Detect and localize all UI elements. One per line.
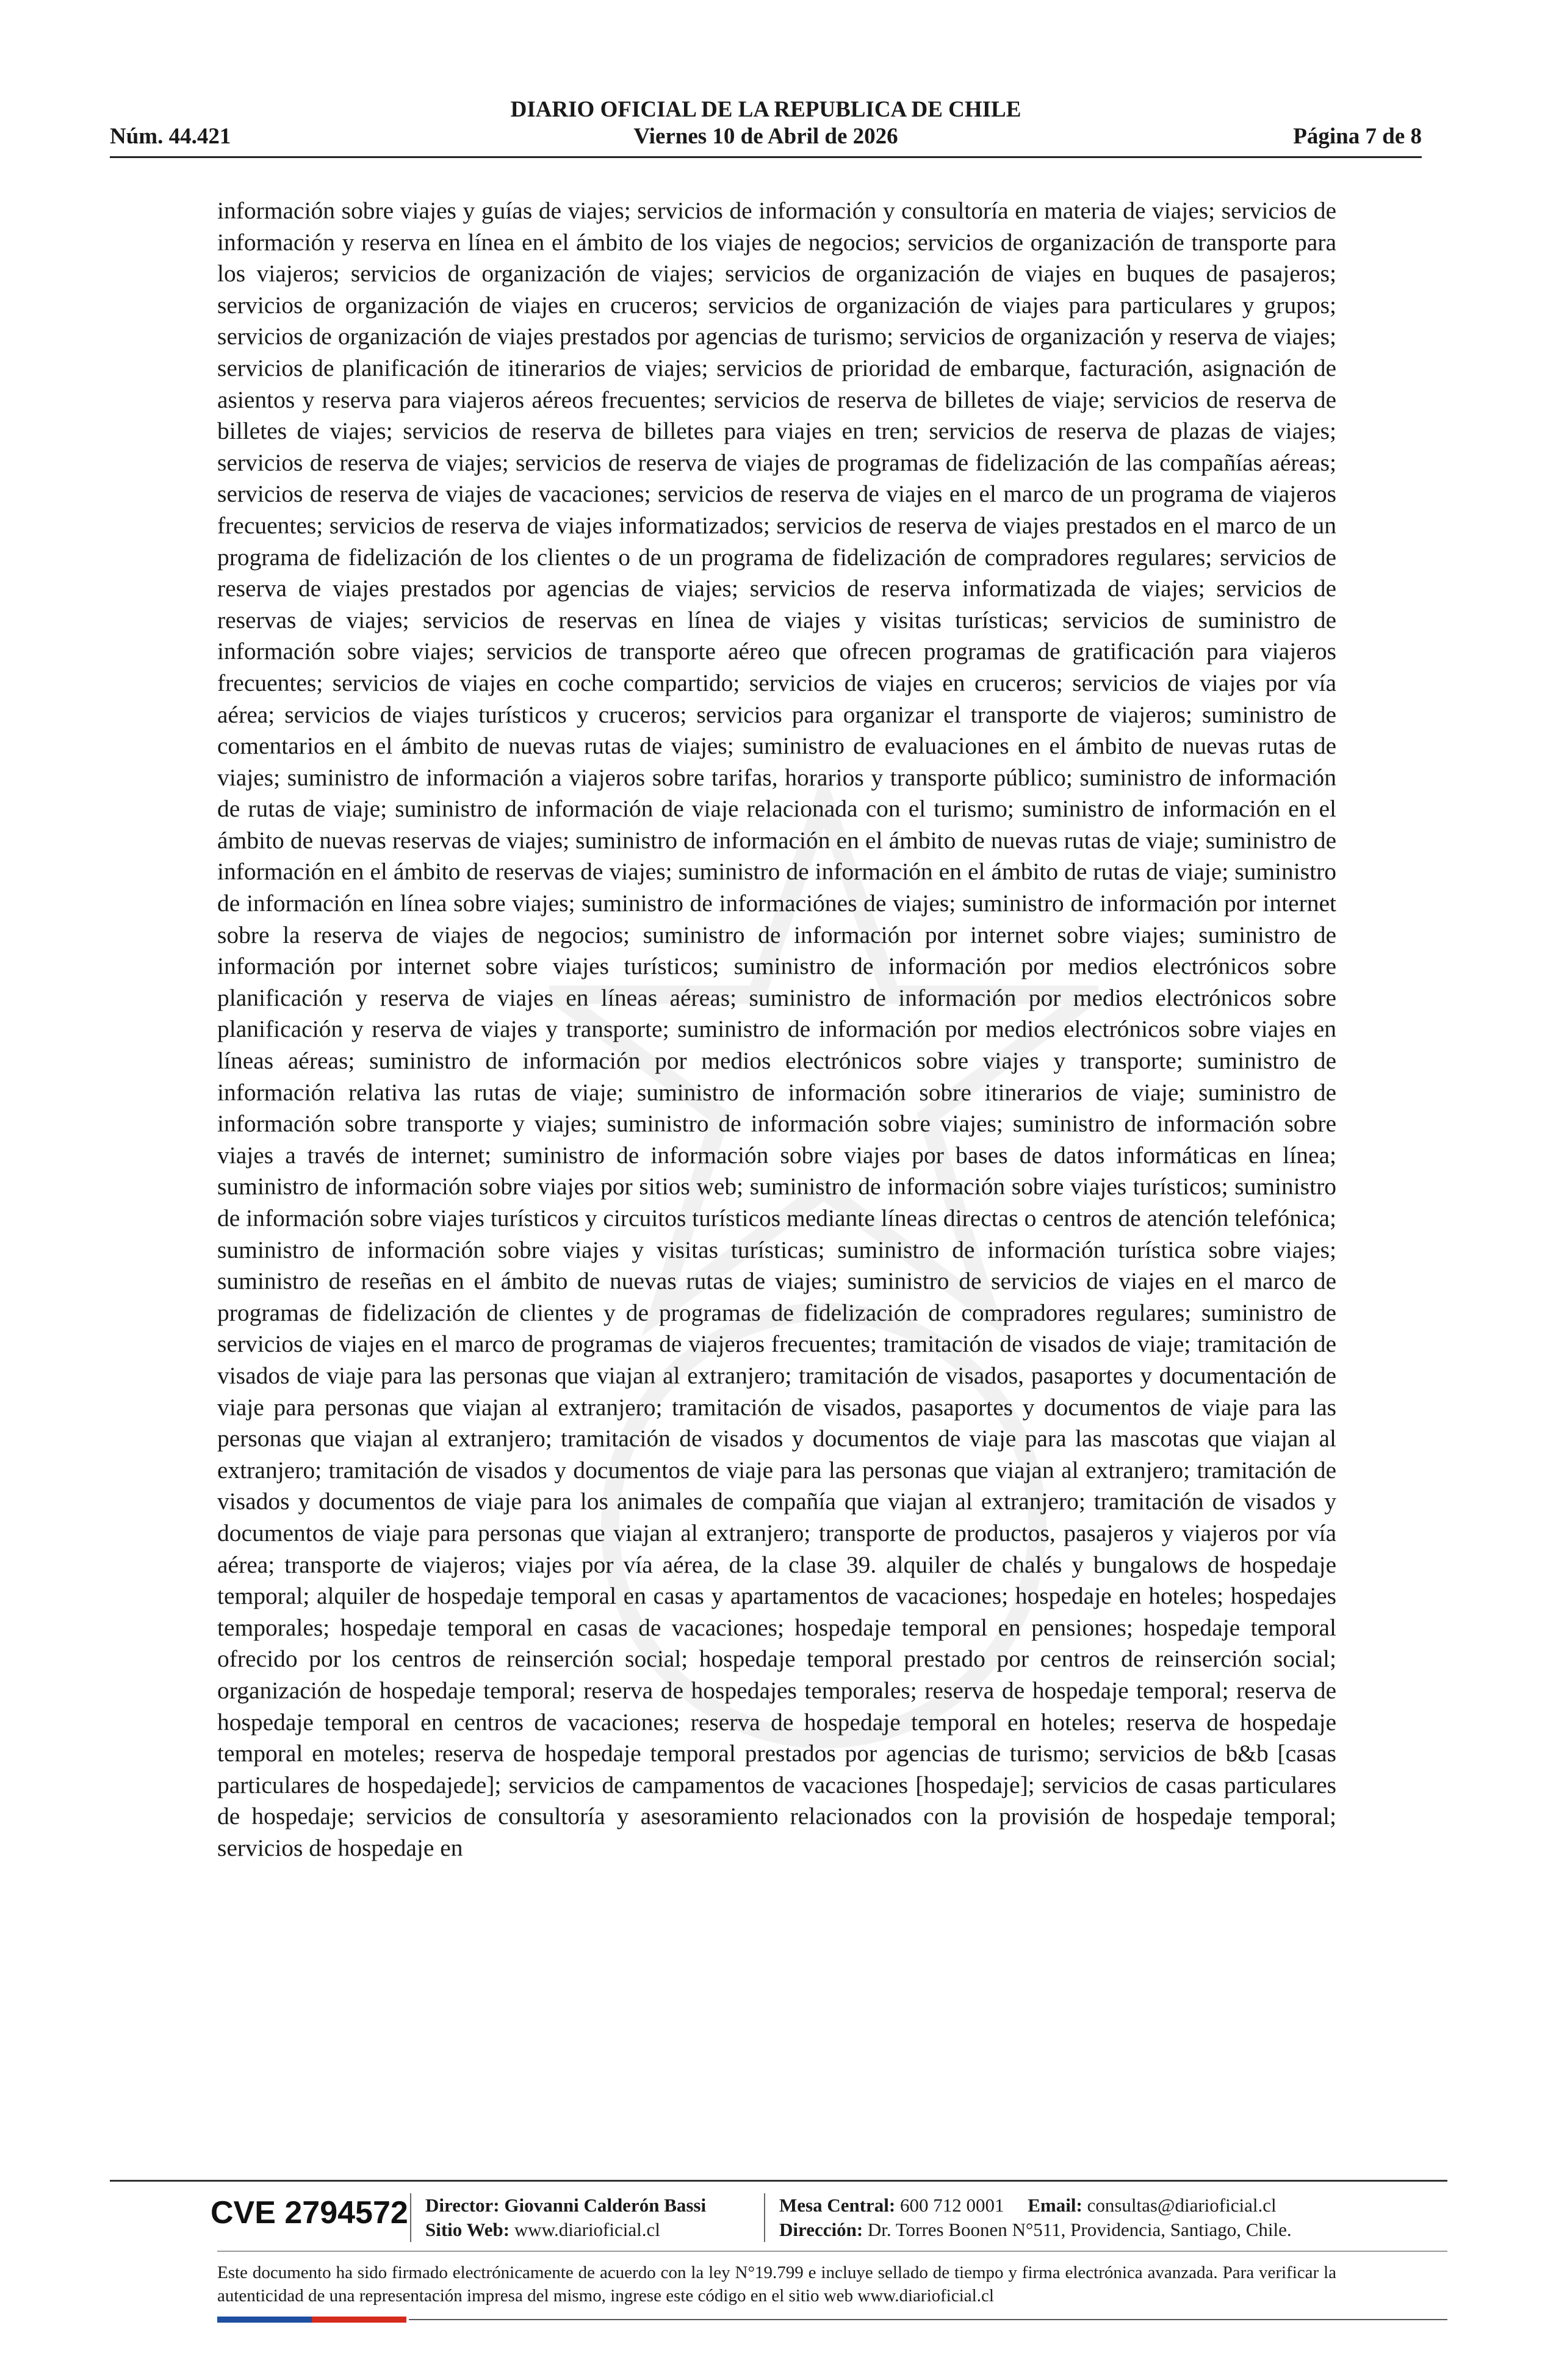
footer-note-divider: [217, 2251, 1447, 2252]
contact-line: [779, 2193, 1292, 2218]
flag-stripe-red: [312, 2317, 406, 2323]
cve-code: CVE 2794572: [211, 2195, 408, 2230]
footer-separator: [410, 2193, 411, 2242]
address-value: Dr. Torres Boonen N°511, Providencia, Santiago, Chile.: [867, 2219, 1292, 2240]
electronic-signature-note: Este documento ha sido firmado electrónicamente de acuerdo con la ley N°19.799 e incluye sellado de tiempo y firma electrónica avanzada. Para verificar la autenticidad de una representación impresa del mismo, ingrese este código en el sitio web www.diarioficial.cl: [217, 2263, 1336, 2306]
director-line: [425, 2193, 706, 2218]
issue-date: Viernes 10 de Abril de 2026: [633, 124, 898, 149]
document-body-text: información sobre viajes y guías de viajes; servicios de información y consultoría en materia de viajes; servicios de información y reserva en línea en el ámbito de los viajes de negocios; servicios de organización de transporte para los viajeros; servicios de organización de viajes; servicios de organización de viajes en buques de pasajeros; servicios de organización de viajes en cruceros; servicios de organización de viajes para particulares y grupos; servicios de organización de viajes prestados por agencias de turismo; servicios de organización y reserva de viajes; servicios de planificación de itinerarios de viajes; servicios de prioridad de embarque, facturación, asignación de asientos y reserva para viajeros aéreos frecuentes; servicios de reserva de billetes de viaje; servicios de reserva de billetes de viajes; servicios de reserva de billetes para viajes en tren; servicios de reserva de plazas de viajes; servicios de reserva de viajes; servicios de reserva de viajes de programas de fidelización de las compañías aéreas; servicios de reserva de viajes de vacaciones; servicios de reserva de viajes en el marco de un programa de viajeros frecuentes; servicios de reserva de viajes informatizados; servicios de reserva de viajes prestados en el marco de un programa de fidelización de los clientes o de un programa de fidelización de compradores regulares; servicios de reserva de viajes prestados por agencias de viajes; servicios de reserva informatizada de viajes; servicios de reservas de viajes; servicios de reservas en línea de viajes y visitas turísticas; servicios de suministro de información sobre viajes; servicios de transporte aéreo que ofrecen programas de gratificación para viajeros frecuentes; servicios de viajes en coche compartido; servicios de viajes en cruceros; servicios de viajes por vía aérea; servicios de viajes turísticos y cruceros; servicios para organizar el transporte de viajeros; suministro de comentarios en el ámbito de nuevas rutas de viajes; suministro de evaluaciones en el ámbito de nuevas rutas de viajes; suministro de información a viajeros sobre tarifas, horarios y transporte público; suministro de información de rutas de viaje; suministro de información de viaje relacionada con el turismo; suministro de información en el ámbito de nuevas reservas de viajes; suministro de información en el ámbito de nuevas rutas de viaje; suministro de información en el ámbito de reservas de viajes; suministro de información en el ámbito de rutas de viaje; suministro de información en línea sobre viajes; suministro de informaciónes de viajes; suministro de información por internet sobre la reserva de viajes de negocios; suministro de información por internet sobre viajes; suministro de información por internet sobre viajes turísticos; suministro de información por medios electrónicos sobre planificación y reserva de viajes en líneas aéreas; suministro de información por medios electrónicos sobre planificación y reserva de viajes y transporte; suministro de información por medios electrónicos sobre viajes en líneas aéreas; suministro de información por medios electrónicos sobre viajes y transporte; suministro de información relativa las rutas de viaje; suministro de información sobre itinerarios de viaje; suministro de información sobre transporte y viajes; suministro de información sobre viajes; suministro de información sobre viajes a través de internet; suministro de información sobre viajes por bases de datos informáticas en línea; suministro de información sobre viajes por sitios web; suministro de información sobre viajes turísticos; suministro de información sobre viajes turísticos y circuitos turísticos mediante líneas directas o centros de atención telefónica; suministro de información sobre viajes y visitas turísticas; suministro de información turística sobre viajes; suministro de reseñas en el ámbito de nuevas rutas de viajes; suministro de servicios de viajes en el marco de programas de fidelización de clientes y de programas de fidelización de compradores regulares; suministro de servicios de viajes en el marco de programas de viajeros frecuentes; tramitación de visados de viaje; tramitación de visados de viaje para las personas que viajan al extranjero; tramitación de visados, pasaportes y documentación de viaje para personas que viajan al extranjero; tramitación de visados, pasaportes y documentos de viaje para las personas que viajan al extranjero; tramitación de visados y documentos de viaje para las mascotas que viajan al extranjero; tramitación de visados y documentos de viaje para las personas que viajan al extranjero; tramitación de visados y documentos de viaje para los animales de compañía que viajan al extranjero; tramitación de visados y documentos de viaje para personas que viajan al extranjero; transporte de productos, pasajeros y viajeros por vía aérea; transporte de viajeros; viajes por vía aérea, de la clase 39. alquiler de chalés y bungalows de hospedaje temporal; alquiler de hospedaje temporal en casas y apartamentos de vacaciones; hospedaje en hoteles; hospedajes temporales; hospedaje temporal en casas de vacaciones; hospedaje temporal en pensiones; hospedaje temporal ofrecido por los centros de reinserción social; hospedaje temporal prestado por centros de reinserción social; organización de hospedaje temporal; reserva de hospedajes temporales; reserva de hospedaje temporal; reserva de hospedaje temporal en centros de vacaciones; reserva de hospedaje temporal en hoteles; reserva de hospedaje temporal en moteles; reserva de hospedaje temporal prestados por agencias de turismo; servicios de b&b [casas particulares de hospedajede]; servicios de campamentos de vacaciones [hospedaje]; servicios de casas particulares de hospedaje; servicios de consultoría y asesoramiento relacionados con la provisión de hospedaje temporal; servicios de hospedaje en: [217, 197, 1336, 1861]
mesa-central-label: Mesa Central:: [779, 2194, 896, 2216]
flag-stripe-blue: [217, 2317, 312, 2323]
director-label: Director:: [425, 2194, 500, 2216]
page-header: [110, 92, 1422, 159]
website-link[interactable]: www.diarioficial.cl: [514, 2219, 660, 2240]
footer-contact-block: [779, 2193, 1292, 2242]
page-number: Página 7 de 8: [1293, 124, 1422, 149]
website-label: Sitio Web:: [425, 2219, 510, 2240]
footer-separator: [764, 2193, 765, 2242]
issue-number: Núm. 44.421: [110, 124, 231, 149]
bottom-rule: [409, 2319, 1447, 2320]
director-name: Giovanni Calderón Bassi: [504, 2194, 707, 2216]
mesa-central-phone: 600 712 0001: [900, 2194, 1004, 2216]
address-line: [779, 2218, 1292, 2242]
address-label: Dirección:: [779, 2219, 863, 2240]
footer-divider: [110, 2180, 1447, 2182]
footer-director-block: [425, 2193, 706, 2242]
publication-title: DIARIO OFICIAL DE LA REPUBLICA DE CHILE: [510, 97, 1021, 122]
email-label: Email:: [1028, 2194, 1082, 2216]
header-divider: [110, 156, 1422, 158]
email-address[interactable]: consultas@diarioficial.cl: [1087, 2194, 1277, 2216]
website-line: [425, 2218, 706, 2242]
